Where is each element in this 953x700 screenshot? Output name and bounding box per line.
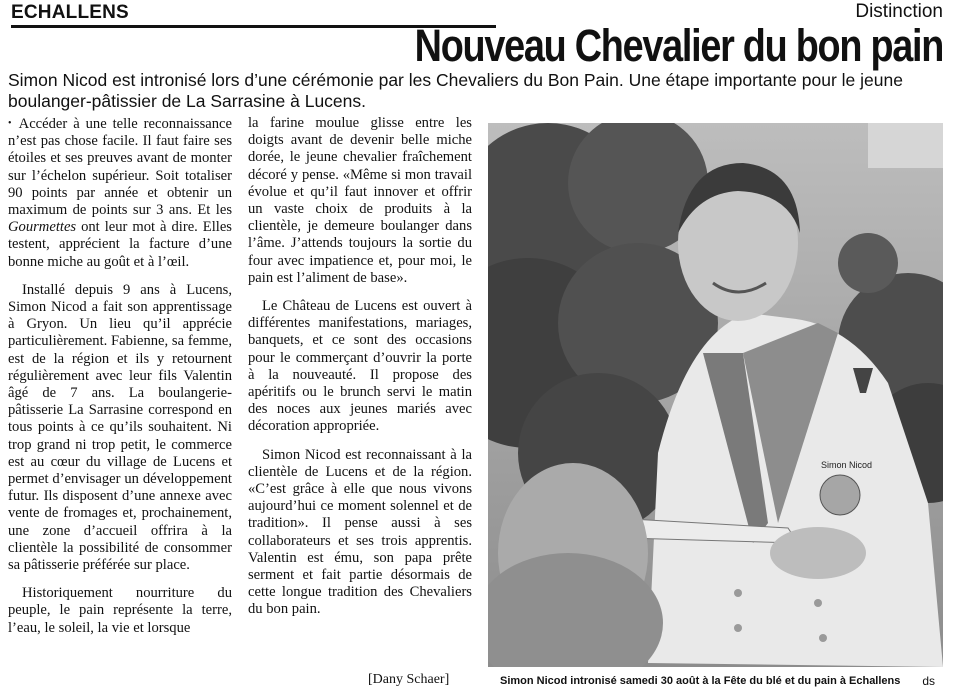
article-column-1 [8, 115, 232, 648]
paragraph: Simon Nicod est reconnaissant à la clientèle de Lucens et de la région. «C’est grâce à elle que nous vivons aujourd’hui ce moment solennel et de tradition». Il pense aussi à ses collaborateurs et ses trois apprentis. Valentin est ému, son papa prête serment et fait partie désormais de cette longue tradition des Chevaliers du bon pain. [248, 446, 472, 618]
section-title: ECHALLENS [11, 2, 129, 23]
medal [820, 475, 860, 515]
paragraph-text: ont leur mot à dire. Elles testent, apprécient la facture d’une bonne miche au goût et à l’œil. [8, 219, 232, 270]
photo-caption: Simon Nicod intronisé samedi 30 août à la Fête du blé et du pain à Echallens [500, 675, 901, 687]
standfirst: Simon Nicod est intronisé lors d’une cérémonie par les Chevaliers du Bon Pain. Une étape importante pour le jeune boulanger-pâtissier de La Sarrasine à Lucens. [8, 70, 903, 111]
paragraph: Le Château de Lucens est ouvert à différentes manifestations, mariages, banquets, et ce sont des occasions pour le commerçant d’ouvrir la porte à la nouveauté. Il propose des apéritifs ou le brunch servi le matin des noces aux jeunes mariés avec décoration appropriée. [248, 298, 472, 435]
article-column-2 [248, 115, 472, 630]
jacket-name: Simon Nicod [821, 460, 873, 470]
kicker: Distinction [855, 1, 943, 22]
photo-illustration [488, 123, 943, 667]
italic-term: Gourmettes [8, 219, 77, 236]
hand [770, 527, 866, 579]
awning [868, 123, 943, 168]
author-credit: [Dany Schaer] [368, 672, 450, 687]
paragraph [8, 115, 232, 271]
article-photo [488, 123, 943, 667]
bullet: • [8, 118, 12, 129]
paragraph: la farine moulue glisse entre les doigts avant de devenir belle miche dorée, le jeune chevalier fraîchement décoré y pense. «Même si mon travail évolue et qu’il faut innover et offrir un vaste choix de produits à la clientèle, je demeure boulanger dans l’âme. J’attends toujours la sortie du four avec impatience et, pour moi, le pain est l’aliment de base». [248, 115, 472, 286]
headline: Nouveau Chevalier du bon pain [414, 20, 943, 71]
paragraph: Historiquement nourriture du peuple, le pain représente la terre, l’eau, le soleil, la vie et lorsque [8, 585, 232, 636]
photo-initials: ds [922, 674, 935, 688]
paragraph-text: Accéder à une telle reconnaissance n’est pas chose facile. Il faut faire ses étoiles et ses preuves avant de monter sur l’échelon supérieur. Soit totaliser 90 points par année et obtenir un maximum de points sur 3 ans. Et les [8, 116, 232, 219]
paragraph: Installé depuis 9 ans à Lucens, Simon Nicod a fait son apprentissage à Gryon. Un lieu qu’il apprécie particulièrement. Fabienne, sa femme, est de la région et ils y retournent régulièrement avec leur fils Valentin âgé de 7 ans. La boulangerie-pâtisserie La Sarrasine correspond en tous points à ce qu’ils souhaitent. Ni trop grand ni trop petit, le commerce est au cœur du village de Lucens et permet d’envisager un développement futur. Ils disposent d’une annexe avec vente de fromages et, prochainement, une zone d’accueil offrira à la clientèle la possibilité de consommer sa pâtisserie préférée sur place. [8, 281, 232, 574]
